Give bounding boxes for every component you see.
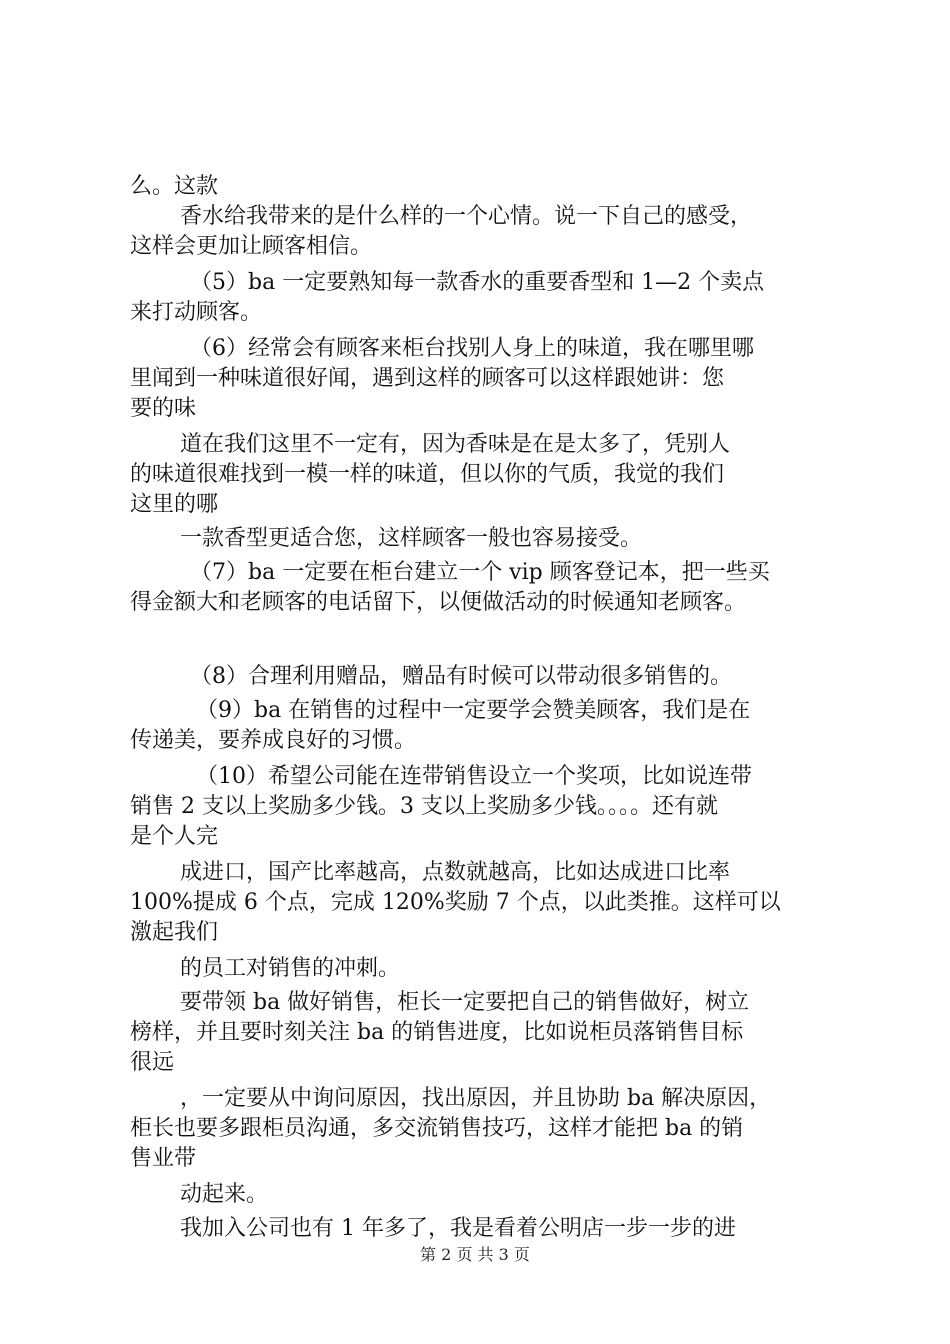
text-line: 得金额大和老顾客的电话留下，以便做活动的时候通知老顾客。	[130, 590, 747, 615]
text-line: 售业带	[130, 1146, 197, 1171]
text-line: 要带领 ba 做好销售，柜长一定要把自己的销售做好，树立	[180, 990, 750, 1015]
text-line: 一款香型更适合您，这样顾客一般也容易接受。	[180, 526, 643, 551]
text-line: 这样会更加让顾客相信。	[130, 234, 373, 259]
text-line: ，一定要从中询问原因，找出原因，并且协助 ba 解决原因，	[180, 1086, 772, 1111]
text-line: （5）ba 一定要熟知每一款香水的重要香型和 1—2 个卖点	[190, 270, 765, 295]
text-line: 来打动顾客。	[130, 300, 263, 325]
text-line: 动起来。	[180, 1182, 269, 1207]
text-line: 道在我们这里不一定有，因为香味是在是太多了，凭别人	[180, 432, 731, 457]
text-line: 榜样，并且要时刻关注 ba 的销售进度，比如说柜员落销售目标	[130, 1020, 744, 1045]
text-line: （6）经常会有顾客来柜台找别人身上的味道，我在哪里哪	[190, 336, 754, 361]
text-line: 柜长也要多跟柜员沟通，多交流销售技巧，这样才能把 ba 的销	[130, 1116, 744, 1141]
text-line: （9）ba 在销售的过程中一定要学会赞美顾客，我们是在	[196, 698, 751, 723]
text-line: 里闻到一种味道很好闻，遇到这样的顾客可以这样跟她讲：您	[130, 366, 725, 391]
text-line: （7）ba 一定要在柜台建立一个 vip 顾客登记本，把一些买	[190, 560, 770, 585]
text-line: 我加入公司也有 1 年多了，我是看着公明店一步一步的进	[180, 1216, 736, 1241]
text-line: 销售 2 支以上奖励多少钱。3 支以上奖励多少钱。。。。还有就	[130, 794, 718, 819]
text-line: 的味道很难找到一模一样的味道，但以你的气质，我觉的我们	[130, 462, 725, 487]
text-line: 激起我们	[130, 920, 219, 945]
text-line: （8）合理利用赠品，赠品有时候可以带动很多销售的。	[190, 664, 732, 689]
page-number-footer: 第 2 页 共 3 页	[420, 1245, 530, 1264]
text-line: 的员工对销售的冲刺。	[180, 956, 401, 981]
text-line: 香水给我带来的是什么样的一个心情。说一下自己的感受，	[180, 204, 753, 229]
text-line: 成进口，国产比率越高，点数就越高，比如达成进口比率	[180, 860, 731, 885]
text-line: 传递美，要养成良好的习惯。	[130, 728, 417, 753]
document-body	[130, 172, 850, 1244]
text-line: 么。这款	[130, 174, 219, 199]
text-line: 很远	[130, 1050, 175, 1075]
text-line: 100%提成 6 个点，完成 120%奖励 7 个点，以此类推。这样可以	[130, 890, 781, 915]
text-line: 这里的哪	[130, 492, 219, 517]
text-line: （10）希望公司能在连带销售设立一个奖项，比如说连带	[196, 764, 752, 789]
text-line: 要的味	[130, 396, 197, 421]
text-line: 是个人完	[130, 824, 219, 849]
